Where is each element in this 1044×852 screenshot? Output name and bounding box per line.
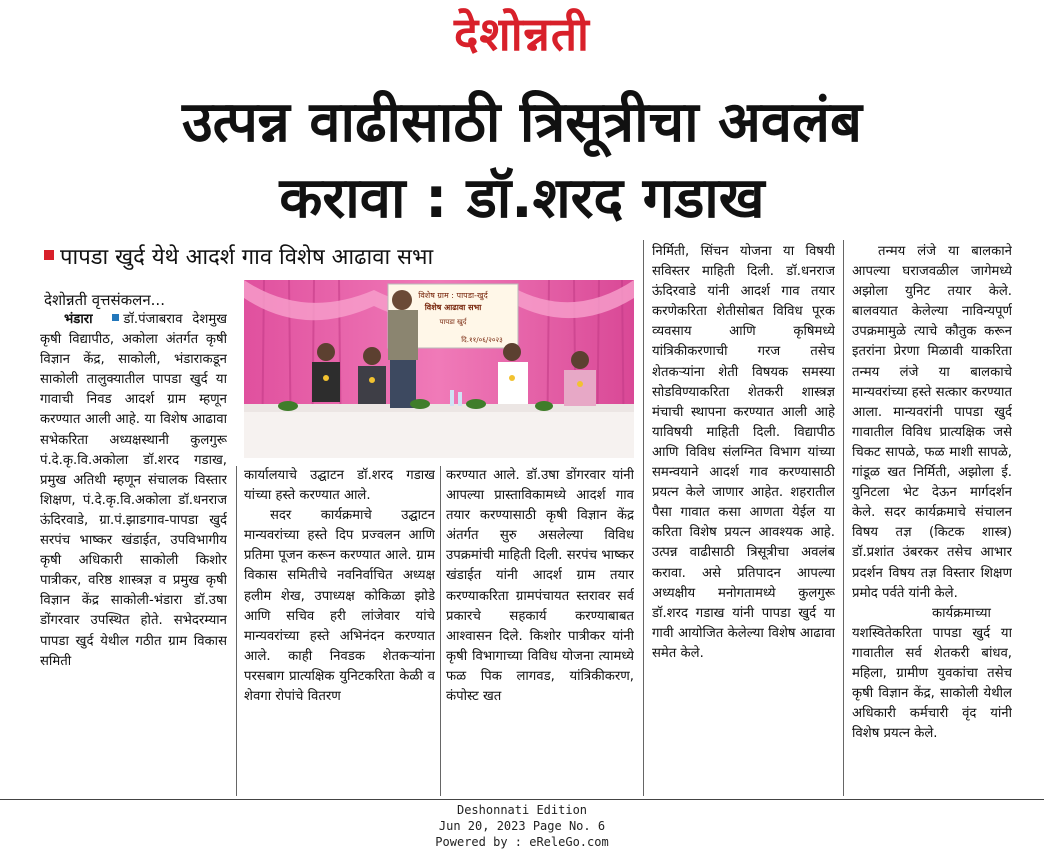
article-column-2 <box>244 466 435 796</box>
column-4-text: निर्मिती, सिंचन योजना या विषयी सविस्तर माहिती दिली. डॉ.धनराज ऊंदिरवाडे यांनी आदर्श गाव तयार करणेकरिता शेतीसोबत विविध पूरक व्यवसाय आणि कृषिमध्ये यांत्रिकीकरणाची गरज तसेच शेतकऱ्यांना शेती विषयक समस्या सोडविण्याकरिता शेतकरी शास्त्रज्ञ मंचाची स्थापना करण्यात आली आहे याविषयी माहिती दिली. विद्यापीठ आणि विविध संलग्नित विभाग यांच्या समन्वयाने आदर्श गाव करण्यासाठी प्रयत्न केले जाणार आहेत. शहरातील पैसा गावात कसा आणता येईल या करिता विशेष प्रयत्न आवश्यक आहे. उत्पन्न वाढीसाठी त्रिसूत्रीचा अवलंब करावा. असे प्रतिपादन आपल्या अध्यक्षीय मनोगतामध्ये कुलगुरू डॉ.शरद गडाख यांनी पापडा खुर्द या गावी आयोजित केलेल्या विशेष आढावा समेत केले. <box>652 244 835 661</box>
masthead-logo: देशोन्नती <box>454 7 590 61</box>
banner-line-2: विशेष आढावा सभा <box>424 303 482 312</box>
column-3-text: करण्यात आले. डॉ.उषा डोंगरवार यांनी आपल्या प्रास्ताविकामध्ये आदर्श गाव तयार करण्यासाठी कृषी विज्ञान केंद्र अंतर्गत सुरु असलेल्या विविध उपक्रमांची माहिती दिली. सरपंच भाष्कर खंडाईत यांनी आदर्श ग्राम तयार करण्याकरिता ग्रामपंचायत स्तरावर सर्व प्रकारचे सहकार्य करण्याबाबत आश्वासन दिले. किशोर पात्रीकर यांनी कृषी विभागाच्या विविध योजना त्यामध्ये फळ पिक लागवड, यांत्रिकीकरण, कंपोस्ट खत <box>446 468 634 705</box>
column-divider <box>440 466 441 796</box>
headline-line-1: उत्पन्न वाढीसाठी त्रिसूत्रीचा अवलंब <box>181 90 863 155</box>
event-photo <box>244 280 634 458</box>
article-column-4 <box>652 242 835 798</box>
column-divider <box>236 466 237 796</box>
headline-line-2: करावा : डॉ.शरद गडाख <box>279 166 765 231</box>
article-column-5 <box>852 242 1012 798</box>
event-photo-illustration <box>244 280 634 458</box>
column-2-text-b: सदर कार्यक्रमाचे उद्घाटन मान्यवरांच्या हस्ते दिप प्रज्वलन आणि प्रतिमा पूजन करून करण्यात आले. ग्राम विकास समितीचे नवनिर्वाचित अध्यक्ष हलीम शेख, उपाध्यक्ष कोकिळा झोडे आणि सचिव हरी लांजेवार यांचे मान्यवरांच्या हस्ते अभिनंदन करण्यात आले. काही निवडक शेतकऱ्यांना परसबाग प्रात्यक्षिक युनिटकरिता केळी व शेवगा रोपांचे वितरण <box>244 508 435 705</box>
footer-date: Jun 20, 2023 Page No. 6 <box>438 819 606 833</box>
blue-square-marker-icon <box>112 314 119 321</box>
column-1-text: डॉ.पंजाबराव देशमुख कृषी विद्यापीठ, अकोला अंतर्गत कृषी विज्ञान केंद्र, साकोली, भंडाराकडून साकोली तालुक्यातील पापडा खुर्द या गावाची निवड आदर्श ग्राम म्हणून करण्यात आली आहे. या विशेष आढावा सभेकरिता अध्यक्षस्थानी कुलगुरू पं.दे.कृ.वि.अकोला डॉ.शरद गडाख, प्रमुख अतिथी म्हणून संचालक विस्तार शिक्षण, पं.दे.कृ.वि.अकोला डॉ.धनराज ऊंदिरवाडे, ग्रा.पं.झाडगाव-पापडा खुर्द सरपंच भाष्कर खंडाईत, उपविभागीय कृषी अधिकारी साकोली किशोर पात्रीकर, वरिष्ठ शास्त्रज्ञ व प्रमुख कृषी विज्ञान केंद्र साकोली-भंडारा डॉ.उषा डोंगरवार उपस्थित होते. सभेदरम्यान पापडा खुर्द येथील गठीत ग्राम विकास समिती <box>40 312 227 669</box>
article-column-3 <box>446 466 634 796</box>
footer <box>0 802 1044 850</box>
footer-rule <box>0 799 1044 800</box>
banner-date: दि.११/०६/२०२३ <box>461 336 503 344</box>
column-2-text-a: कार्यालयाचे उद्घाटन डॉ.शरद गडाख यांच्या हस्ते करण्यात आले. <box>244 468 435 504</box>
subheadline <box>44 244 433 272</box>
subheadline-text: पापडा खुर्द येथे आदर्श गाव विशेष आढावा सभा <box>60 245 434 270</box>
dateline: भंडारा <box>64 312 93 327</box>
byline: देशोन्नती वृत्तसंकलन... <box>44 291 165 309</box>
column-5-text-b: कार्यक्रमाच्या यशस्वितेकरिता पापडा खुर्द या गावातील सर्व शेतकरी बांधव, महिला, ग्रामीण युवकांचा तसेच कृषी विज्ञान केंद्र, साकोली येथील अधिकारी कर्मचारी वृंद यांनी विशेष प्रयत्न केले. <box>852 605 1012 742</box>
banner-line-3: पापडा खुर्द <box>439 318 467 326</box>
column-divider <box>843 240 844 796</box>
footer-powered[interactable]: Powered by : eReleGo.com <box>435 835 609 849</box>
article-column-1 <box>40 310 227 796</box>
red-square-bullet-icon <box>44 250 54 260</box>
banner-line-1: विशेष ग्राम : पापडा-खुर्द <box>418 291 488 300</box>
column-5-text-a: तन्मय लंजे या बालकाने आपल्या घराजवळील जागेमध्ये अझोला युनिट तयार केले. बालवयात केलेल्या नाविन्यपूर्ण उपक्रमामुळे त्याचे कौतुक करून इतरांना प्रेरणा मिळावी याकरिता तन्मय लंजे या बालकाचे मान्यवरांच्या हस्ते सत्कार करण्यात आला. मान्यवरांनी पापडा खुर्द गावातील विविध प्रात्यक्षिक जसे चिकट सापळे, फळ माशी सापळे, गांडूळ खत निर्मिती, अझोला ई. युनिटला भेट देऊन मार्गदर्शन केले. सदर कार्यक्रमाचे संचालन विषय तज्ञ (किटक शास्त्र) डॉ.प्रशांत उंबरकर तसेच आभार प्रदर्शन विषय तज्ञ विस्तार शिक्षण प्रमोद पर्वते यांनी केले. <box>852 244 1012 601</box>
column-divider <box>643 240 644 796</box>
footer-edition: Deshonnati Edition <box>456 803 588 817</box>
